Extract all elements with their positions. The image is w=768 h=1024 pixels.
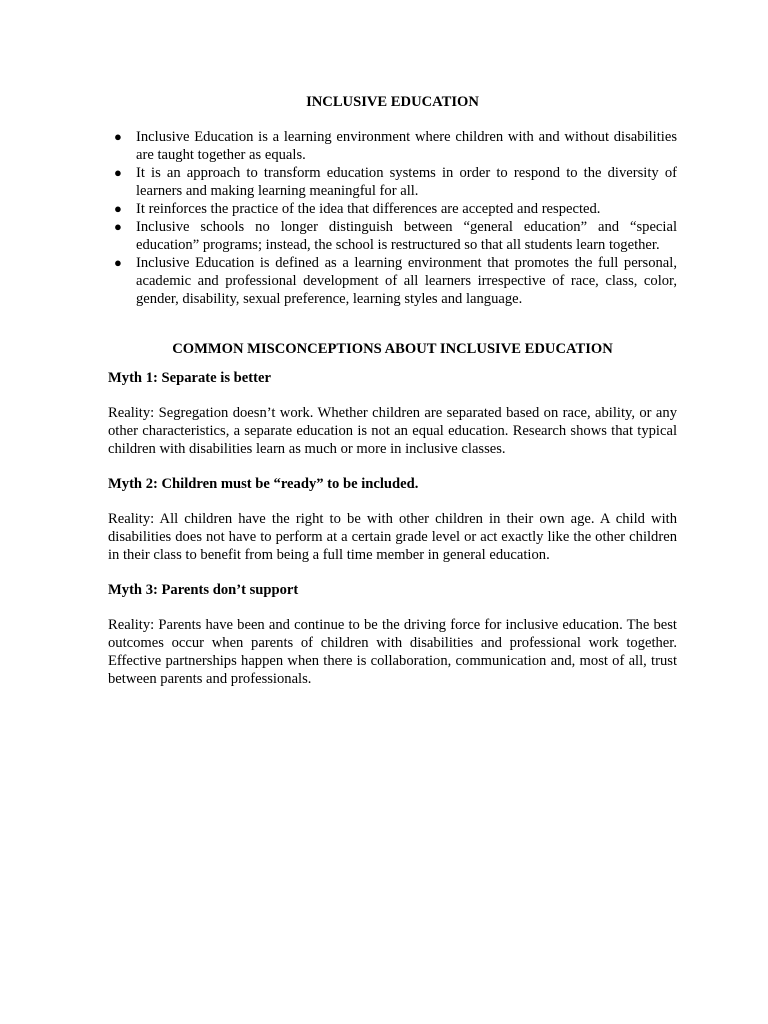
- bullet-text: It reinforces the practice of the idea that differences are accepted and respected.: [136, 201, 601, 217]
- bullet-icon: ●: [114, 165, 122, 180]
- bullet-item: [108, 164, 677, 200]
- myth-1-reality: Reality: Segregation doesn’t work. Whether children are separated based on race, ability, or any other characteristics, a separate education is not an equal education. Research shows that typical children with disabilities learn as much or more in inclusive classes.: [108, 405, 677, 457]
- bullet-list: [108, 128, 677, 308]
- bullet-text: Inclusive Education is a learning environment where children with and without disabilities are taught together as equals.: [136, 129, 677, 163]
- bullet-icon: ●: [114, 219, 122, 234]
- document-title: INCLUSIVE EDUCATION: [306, 94, 479, 110]
- myth-2-heading: Myth 2: Children must be “ready” to be included.: [108, 476, 419, 492]
- bullet-item: [108, 254, 677, 308]
- bullet-icon: ●: [114, 201, 122, 216]
- document-body: [108, 93, 677, 705]
- bullet-icon: ●: [114, 255, 122, 270]
- misconceptions-title: COMMON MISCONCEPTIONS ABOUT INCLUSIVE EDUCATION: [172, 341, 613, 357]
- bullet-item: [108, 218, 677, 254]
- bullet-text: Inclusive Education is defined as a learning environment that promotes the full personal, academic and professional development of all learners irrespective of race, class, color, gender, disability, sexual preference, learning styles and language.: [136, 255, 677, 307]
- bullet-item: [108, 200, 677, 218]
- myth-2-reality: Reality: All children have the right to be with other children in their own age. A child with disabilities does not have to perform at a certain grade level or act exactly like the other children in their class to benefit from being a full time member in general education.: [108, 511, 677, 563]
- bullet-icon: ●: [114, 129, 122, 144]
- bullet-item: [108, 128, 677, 164]
- myth-1-heading: Myth 1: Separate is better: [108, 370, 271, 386]
- myth-3-heading: Myth 3: Parents don’t support: [108, 582, 299, 598]
- bullet-text: It is an approach to transform education systems in order to respond to the diversity of learners and making learning meaningful for all.: [136, 165, 677, 199]
- myth-3-reality: Reality: Parents have been and continue to be the driving force for inclusive education. The best outcomes occur when parents of children with disabilities and professional work together. Effective partnerships happen when there is collaboration, communication and, most of all, trust between parents and professionals.: [108, 617, 677, 687]
- bullet-text: Inclusive schools no longer distinguish between “general education” and “special education” programs; instead, the school is restructured so that all students learn together.: [136, 219, 677, 253]
